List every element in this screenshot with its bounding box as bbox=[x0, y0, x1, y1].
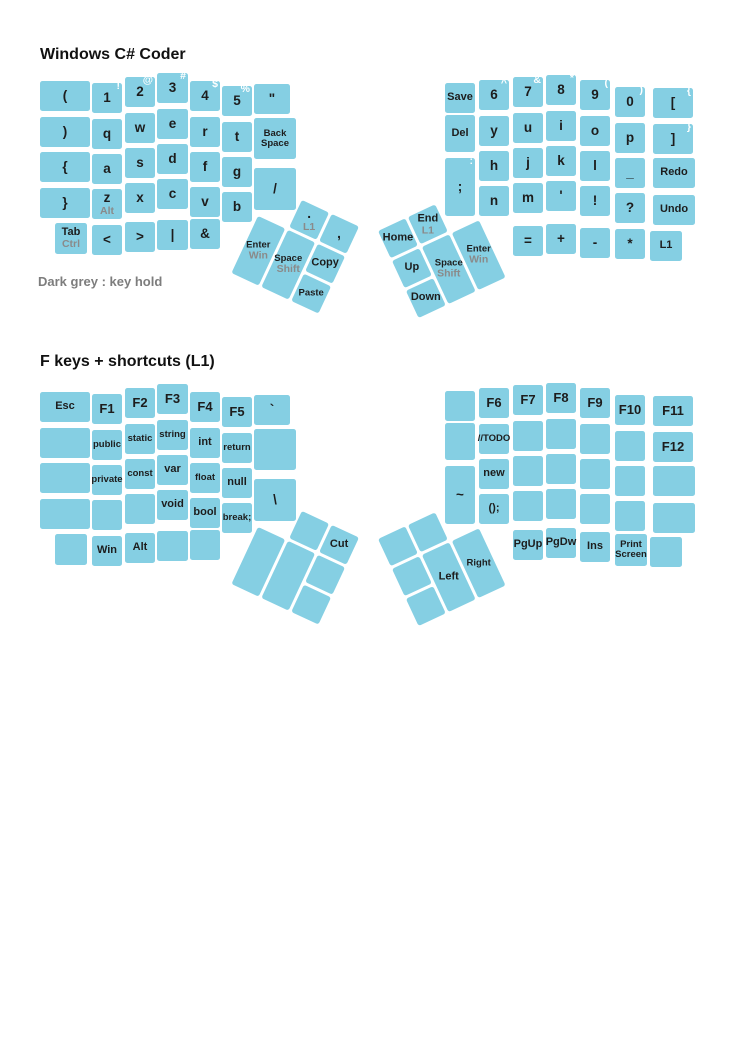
shift-symbol: & bbox=[533, 74, 541, 86]
key-8 bbox=[546, 72, 576, 105]
key-blank bbox=[125, 494, 155, 524]
shift-symbol: % bbox=[240, 83, 250, 95]
key-label: Back Space bbox=[261, 127, 289, 149]
key-blank bbox=[92, 500, 122, 530]
key-blank bbox=[615, 193, 645, 223]
key-p bbox=[615, 123, 645, 153]
key-l bbox=[580, 151, 610, 181]
key-h bbox=[479, 151, 509, 181]
legend-note: Dark grey : key hold bbox=[38, 274, 163, 289]
key-label: 9 bbox=[591, 87, 599, 103]
key-label: m bbox=[521, 190, 534, 206]
key-label: 4 bbox=[201, 88, 209, 104]
key-blank bbox=[40, 188, 90, 218]
key-int bbox=[190, 428, 220, 458]
key-label: < bbox=[103, 232, 111, 248]
key-label: q bbox=[102, 126, 112, 142]
key-label: Save bbox=[447, 91, 473, 104]
key-w bbox=[125, 113, 155, 143]
key-label: string bbox=[159, 429, 186, 441]
key-label: Down bbox=[410, 291, 441, 304]
key-y bbox=[479, 116, 509, 146]
key-t bbox=[222, 122, 252, 152]
key-label: x bbox=[136, 190, 144, 206]
key-blank bbox=[615, 431, 645, 461]
key-label: bool bbox=[193, 506, 217, 519]
key-label: Cut bbox=[329, 538, 349, 551]
key-label: Paste bbox=[298, 287, 324, 299]
key-label: _ bbox=[626, 165, 634, 181]
key-public bbox=[92, 430, 122, 460]
key-label: " bbox=[268, 91, 276, 107]
key-f9 bbox=[580, 388, 610, 418]
key-blank bbox=[513, 226, 543, 256]
key-f5 bbox=[222, 397, 252, 427]
shift-symbol: $ bbox=[212, 78, 218, 90]
key-label: v bbox=[201, 194, 209, 210]
key-down bbox=[406, 278, 446, 318]
key-b bbox=[222, 192, 252, 222]
key-back-space bbox=[254, 118, 296, 159]
key-label: Win bbox=[96, 544, 118, 557]
key-blank bbox=[546, 454, 576, 484]
key-pgdw bbox=[546, 528, 576, 558]
key-blank bbox=[653, 85, 693, 118]
key-6 bbox=[479, 77, 509, 110]
key-blank bbox=[580, 228, 610, 258]
key-blank bbox=[479, 494, 509, 524]
key-z bbox=[92, 189, 122, 219]
key-label: 2 bbox=[136, 84, 144, 100]
key-label: + bbox=[557, 231, 565, 247]
key-blank bbox=[40, 117, 90, 147]
key-label: Space bbox=[274, 253, 303, 265]
key-label: void bbox=[161, 498, 184, 511]
key-label: r bbox=[202, 124, 208, 140]
key-hold-label: Ctrl bbox=[61, 238, 81, 251]
key-label: F5 bbox=[229, 404, 245, 420]
key-label: > bbox=[136, 229, 144, 245]
key-string bbox=[157, 420, 188, 450]
key-label: h bbox=[489, 158, 499, 174]
key-label: float bbox=[194, 472, 216, 484]
key-label: * bbox=[627, 236, 633, 252]
key-save bbox=[445, 83, 475, 113]
key-blank bbox=[92, 225, 122, 255]
key-static bbox=[125, 424, 155, 454]
key-label: int bbox=[198, 436, 212, 449]
key-label: Enter bbox=[466, 243, 491, 255]
key-label: d bbox=[168, 151, 177, 167]
key-7 bbox=[513, 74, 543, 107]
key-blank bbox=[513, 456, 543, 486]
key-blank bbox=[615, 229, 645, 259]
key-i bbox=[546, 111, 576, 141]
key-v bbox=[190, 187, 220, 217]
key-label: k bbox=[557, 153, 565, 169]
key-blank bbox=[615, 158, 645, 188]
key-label: F12 bbox=[661, 439, 685, 455]
key-s bbox=[125, 148, 155, 178]
key-label: | bbox=[170, 227, 175, 243]
key-blank bbox=[254, 84, 290, 114]
key-f2 bbox=[125, 388, 155, 418]
key-new bbox=[479, 459, 509, 489]
key-label: Del bbox=[451, 126, 469, 139]
key-label: 1 bbox=[103, 90, 111, 106]
key-blank bbox=[615, 466, 645, 496]
key-label: Home bbox=[382, 231, 414, 244]
key-label: , bbox=[337, 225, 341, 241]
key-u bbox=[513, 113, 543, 143]
key-c bbox=[157, 179, 188, 209]
key-blank bbox=[254, 395, 290, 425]
key-label: break; bbox=[222, 512, 252, 524]
key-label: \ bbox=[273, 492, 277, 508]
key-label: a bbox=[103, 161, 111, 177]
key-label: 5 bbox=[233, 93, 241, 109]
key-label: Enter bbox=[246, 239, 271, 251]
key-f11 bbox=[653, 396, 693, 426]
key-label: F11 bbox=[662, 403, 684, 419]
key-hold-label: L1 bbox=[421, 224, 434, 237]
key-x bbox=[125, 183, 155, 213]
key-label: ; bbox=[457, 179, 463, 195]
key-1 bbox=[92, 80, 122, 113]
key-blank bbox=[580, 459, 610, 489]
key-label: { bbox=[62, 159, 68, 175]
key-d bbox=[157, 144, 188, 174]
key-ins bbox=[580, 532, 610, 562]
key-4 bbox=[190, 78, 220, 111]
key-k bbox=[546, 146, 576, 176]
key-label: Copy bbox=[311, 257, 339, 270]
layer1-title: Windows C# Coder bbox=[40, 46, 186, 63]
key-label: / bbox=[273, 181, 277, 197]
key-label: = bbox=[524, 233, 532, 249]
key-label: Up bbox=[404, 261, 420, 274]
key-blank bbox=[445, 391, 475, 421]
key-label: new bbox=[483, 467, 505, 480]
key-alt bbox=[125, 533, 155, 563]
key-a bbox=[92, 154, 122, 184]
key-label: u bbox=[523, 120, 533, 136]
key-label: b bbox=[232, 199, 242, 215]
key-label: ? bbox=[625, 200, 635, 216]
key-label: F9 bbox=[587, 395, 603, 411]
key-0 bbox=[615, 84, 645, 117]
key-blank bbox=[546, 181, 576, 211]
key-paste bbox=[291, 274, 331, 314]
key-label: (); bbox=[488, 502, 500, 515]
key-label: z bbox=[103, 190, 111, 206]
key-label: F4 bbox=[197, 399, 213, 415]
shift-symbol: ! bbox=[116, 80, 120, 92]
shift-symbol: ( bbox=[604, 77, 608, 89]
key-label: var bbox=[164, 463, 181, 476]
key-label: ! bbox=[592, 193, 598, 209]
key-var bbox=[157, 455, 188, 485]
key-label: Right bbox=[466, 557, 491, 569]
layer2-title: F keys + shortcuts (L1) bbox=[40, 353, 215, 370]
key-break bbox=[222, 503, 252, 533]
key-label: ~ bbox=[456, 487, 464, 503]
key-label: 8 bbox=[557, 82, 565, 98]
key-tab bbox=[55, 223, 87, 254]
key-hold-label: Win bbox=[469, 254, 489, 267]
key-return bbox=[222, 433, 252, 463]
key-label: t bbox=[234, 129, 240, 145]
key-label: ` bbox=[269, 402, 275, 418]
key-label: o bbox=[590, 123, 600, 139]
key-blank bbox=[653, 503, 695, 533]
shift-symbol: : bbox=[469, 155, 473, 167]
key-blank bbox=[580, 424, 610, 454]
key-f10 bbox=[615, 395, 645, 425]
key-todo bbox=[479, 424, 509, 454]
key-esc bbox=[40, 392, 90, 422]
key-hold-label: Alt bbox=[100, 205, 114, 218]
key-label: F10 bbox=[618, 402, 642, 418]
key-redo bbox=[653, 158, 695, 188]
key-j bbox=[513, 148, 543, 178]
key-label: End bbox=[417, 211, 439, 224]
key-blank bbox=[40, 81, 90, 111]
key-private bbox=[92, 465, 122, 495]
key-hold-label: Win bbox=[248, 249, 268, 262]
key-blank bbox=[406, 586, 446, 626]
key-label: 6 bbox=[490, 87, 498, 103]
key-f8 bbox=[546, 383, 576, 413]
key-label: const bbox=[127, 468, 153, 480]
key-blank bbox=[291, 585, 331, 625]
key-3 bbox=[157, 70, 188, 103]
key-hold-label: Shift bbox=[276, 263, 300, 276]
key-blank bbox=[546, 419, 576, 449]
key-label: PgUp bbox=[513, 538, 543, 551]
key-label: n bbox=[489, 193, 499, 209]
key-label: F1 bbox=[99, 401, 115, 417]
key-blank bbox=[445, 423, 475, 460]
key-label: - bbox=[592, 235, 598, 251]
key-hold-label: Shift bbox=[437, 268, 461, 281]
key-label: private bbox=[91, 474, 123, 486]
key-blank bbox=[40, 428, 90, 458]
key-undo bbox=[653, 195, 695, 225]
key-label: . bbox=[307, 206, 312, 222]
key-blank bbox=[254, 429, 296, 470]
key-label: return bbox=[223, 442, 251, 454]
key-blank bbox=[190, 219, 220, 249]
key-f3 bbox=[157, 384, 188, 414]
key-label: 7 bbox=[524, 84, 532, 100]
key-blank bbox=[580, 186, 610, 216]
key-label: F2 bbox=[132, 395, 148, 411]
key-const bbox=[125, 459, 155, 489]
key-label: Space bbox=[434, 257, 463, 269]
key-label: F8 bbox=[553, 390, 569, 406]
key-blank bbox=[513, 421, 543, 451]
key-5 bbox=[222, 83, 252, 116]
key-m bbox=[513, 183, 543, 213]
key-label: i bbox=[559, 118, 563, 134]
key-label: Redo bbox=[660, 166, 688, 179]
key-label: f bbox=[202, 159, 208, 175]
key-f bbox=[190, 152, 220, 182]
key-blank bbox=[55, 534, 87, 565]
key-blank bbox=[650, 537, 682, 567]
key-f1 bbox=[92, 394, 122, 424]
key-blank bbox=[653, 466, 695, 496]
key-label: c bbox=[168, 186, 177, 202]
key-blank bbox=[125, 222, 155, 252]
key-label: //TODO bbox=[477, 433, 511, 445]
key-hold-label: L1 bbox=[303, 220, 316, 233]
shift-symbol: @ bbox=[142, 74, 153, 86]
key-pgup bbox=[513, 530, 543, 560]
key-label: p bbox=[625, 130, 635, 146]
key-blank bbox=[40, 152, 90, 182]
key-blank bbox=[546, 489, 576, 519]
key-label: Undo bbox=[659, 203, 689, 216]
key-label: y bbox=[490, 123, 498, 139]
key-blank bbox=[615, 501, 645, 531]
key-label: L1 bbox=[659, 239, 673, 252]
key-f7 bbox=[513, 385, 543, 415]
key-label: 3 bbox=[168, 80, 177, 96]
key-null bbox=[222, 468, 252, 498]
key-9 bbox=[580, 77, 610, 110]
key-label: Tab bbox=[61, 226, 81, 239]
key-label: F7 bbox=[520, 392, 536, 408]
key-bool bbox=[190, 498, 220, 528]
key-label: & bbox=[200, 226, 210, 242]
key-label: [ bbox=[670, 95, 676, 111]
key-blank bbox=[157, 220, 188, 250]
key-label: public bbox=[93, 439, 121, 451]
key-2 bbox=[125, 74, 155, 107]
key-l1 bbox=[650, 231, 682, 261]
key-label: ( bbox=[62, 88, 68, 104]
key-label: Print Screen bbox=[615, 539, 647, 560]
key-label: Alt bbox=[132, 541, 148, 554]
key-label: null bbox=[227, 476, 247, 489]
key-label: static bbox=[127, 433, 153, 445]
key-blank bbox=[157, 531, 188, 561]
shift-symbol: { bbox=[686, 85, 691, 97]
key-win bbox=[92, 536, 122, 566]
key-label: F6 bbox=[486, 395, 502, 411]
key-label: Esc bbox=[55, 400, 75, 413]
key-g bbox=[222, 157, 252, 187]
key-label: F3 bbox=[164, 391, 181, 407]
shift-symbol: ^ bbox=[500, 77, 507, 89]
key-n bbox=[479, 186, 509, 216]
key-label: Ins bbox=[587, 540, 603, 553]
key-blank bbox=[190, 530, 220, 560]
key-q bbox=[92, 119, 122, 149]
key-label: Left bbox=[438, 570, 459, 583]
key-blank bbox=[513, 491, 543, 521]
key-label: j bbox=[526, 155, 530, 171]
key-label: l bbox=[593, 158, 597, 174]
key-blank bbox=[580, 494, 610, 524]
shift-symbol: * bbox=[569, 72, 574, 84]
key-label: PgDw bbox=[545, 536, 577, 549]
key-f12 bbox=[653, 432, 693, 462]
key-label: ' bbox=[559, 188, 563, 204]
key-print-screen bbox=[615, 534, 647, 566]
key-blank bbox=[40, 499, 90, 529]
key-blank bbox=[653, 121, 693, 154]
key-label: w bbox=[134, 120, 146, 136]
key-label: } bbox=[62, 195, 68, 211]
key-r bbox=[190, 117, 220, 147]
key-f4 bbox=[190, 392, 220, 422]
key-del bbox=[445, 115, 475, 152]
shift-symbol: } bbox=[686, 121, 691, 133]
key-o bbox=[580, 116, 610, 146]
key-blank bbox=[40, 463, 90, 493]
key-label: s bbox=[136, 155, 144, 171]
shift-symbol: ) bbox=[639, 84, 643, 96]
key-blank bbox=[546, 224, 576, 254]
key-label: e bbox=[168, 116, 177, 132]
shift-symbol: # bbox=[180, 70, 186, 82]
key-f6 bbox=[479, 388, 509, 418]
key-label: 0 bbox=[626, 94, 634, 110]
key-label: ] bbox=[670, 131, 676, 147]
key-float bbox=[190, 463, 220, 493]
key-e bbox=[157, 109, 188, 139]
key-label: ) bbox=[62, 124, 68, 140]
key-void bbox=[157, 490, 188, 520]
key-label: g bbox=[232, 164, 242, 180]
